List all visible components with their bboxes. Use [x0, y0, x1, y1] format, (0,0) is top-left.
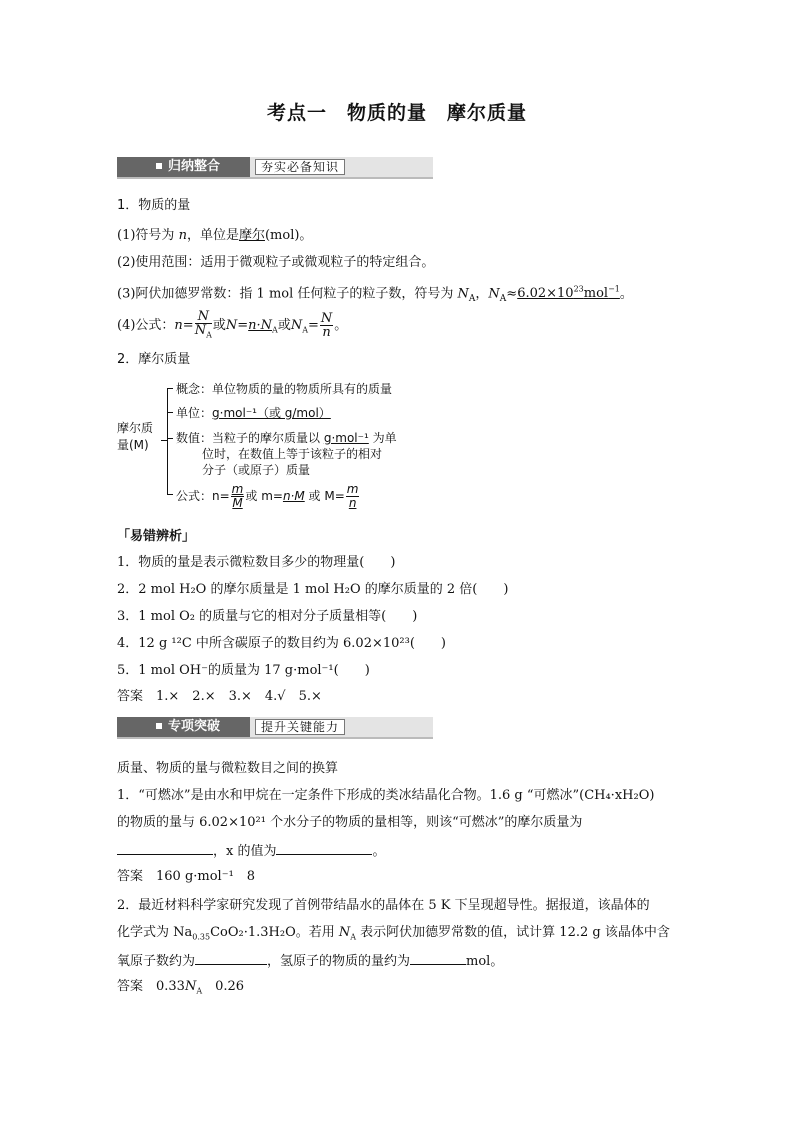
question-2-answer: 答案 $0.33N_A$ 0.26 — [117, 979, 245, 996]
banner-title: 专项突破 — [168, 719, 221, 734]
item-formula: (4)公式：n= $\frac{N}{N_A}$ 或$N=n\cdot N_A$或$N_A=$ $\frac{N}{n}$ 。 — [117, 308, 348, 340]
answer-blank[interactable] — [195, 952, 267, 965]
formula-text: 公式：n= $\frac{m}{M}$ 或 m=n·M 或 M= $\frac{m}{n}$ — [176, 482, 359, 510]
item-symbol: (1)符号为 n，单位是摩尔(mol)。 — [117, 228, 313, 243]
title-part-2: 物质的量 — [346, 102, 427, 124]
question-1-line-1: 1．“可燃冰”是由水和甲烷在一定条件下形成的类冰结晶化合物。1.6 g “可燃冰”(CH₄·xH₂O) — [117, 788, 655, 803]
answer-blank[interactable] — [117, 842, 213, 855]
question-2-line-3: 氧原子数约为 ，氢原子的物质的量约为 mol。 — [117, 954, 504, 969]
title-part-3: 摩尔质量 — [447, 102, 528, 124]
title-part-1: 考点一 — [266, 102, 327, 124]
item-scope: (2)使用范围：适用于微观粒子或微观粒子的特定组合。 — [117, 255, 435, 270]
error-answer: 答案 1.× 2.× 3.× 4.√ 5.× — [117, 689, 322, 704]
section-heading-molar-mass: 2．摩尔质量 — [117, 352, 191, 367]
section-banner-breakthrough — [117, 717, 433, 737]
section-heading-amount: 1．物质的量 — [117, 198, 191, 213]
square-icon — [156, 723, 162, 729]
question-1-line-3: ，x 的值为 。 — [117, 842, 385, 860]
question-1-line-2: 的物质的量与 6.02×10²¹ 个水分子的物质的量相等，则该“可燃冰”的摩尔质量为 — [117, 815, 583, 830]
unit-text: 单位：g·mol⁻¹（或 g/mol） — [176, 406, 331, 420]
question-2-line-2: 化学式为 $Na_{0.35}CoO_2\cdot 1.3H_2O$。若用 $N_A$ 表示阿伏加德罗常数的值，试计算 12.2 g 该晶体中含 — [117, 925, 670, 942]
error-item: 3．1 mol O₂ 的质量与它的相对分子质量相等( ) — [117, 609, 418, 624]
item-avogadro: (3)阿伏加德罗常数：指 1 mol 任何粒子的粒子数，符号为 $N_A$，$N_A\approx 6.02\times 10^{23}mol^{-1}$。 — [117, 285, 633, 304]
question-2-line-1: 2．最近材料科学家研究发现了首例带结晶水的晶体在 5 K 下呈现超导性。据报道，该晶体的 — [117, 898, 650, 913]
banner-title: 归纳整合 — [168, 159, 221, 174]
concept-text: 概念：单位物质的量的物质所具有的质量 — [176, 382, 393, 396]
brace-line — [167, 388, 168, 495]
banner-subtitle: 夯实必备知识 — [255, 159, 345, 175]
value-text: 数值：当粒子的摩尔质量以 g·mol⁻¹ 为单 位时，在数值上等于该粒子的相对 分子（或原子）质量 — [176, 431, 397, 477]
practice-heading: 质量、物质的量与微粒数目之间的换算 — [117, 761, 339, 776]
error-item: 4．12 g ¹²C 中所含碳原子的数目约为 6.02×10²³( ) — [117, 636, 446, 651]
square-icon — [156, 163, 162, 169]
error-item: 5．1 mol OH⁻的质量为 17 g·mol⁻¹( ) — [117, 663, 370, 678]
error-analysis-heading: 「易错辨析」 — [117, 529, 196, 544]
page-title — [0, 98, 794, 125]
question-1-answer: 答案 160 g·mol⁻¹ 8 — [117, 869, 256, 884]
error-item: 1．物质的量是表示微粒数目多少的物理量( ) — [117, 555, 396, 570]
banner-subtitle: 提升关键能力 — [255, 719, 345, 735]
error-item: 2．2 mol H₂O 的摩尔质量是 1 mol H₂O 的摩尔质量的 2 倍( ) — [117, 582, 509, 597]
section-banner-induction — [117, 157, 433, 177]
answer-blank[interactable] — [276, 842, 372, 855]
answer-blank[interactable] — [410, 952, 466, 965]
molar-mass-label: 摩尔质 量(M) — [117, 421, 154, 452]
